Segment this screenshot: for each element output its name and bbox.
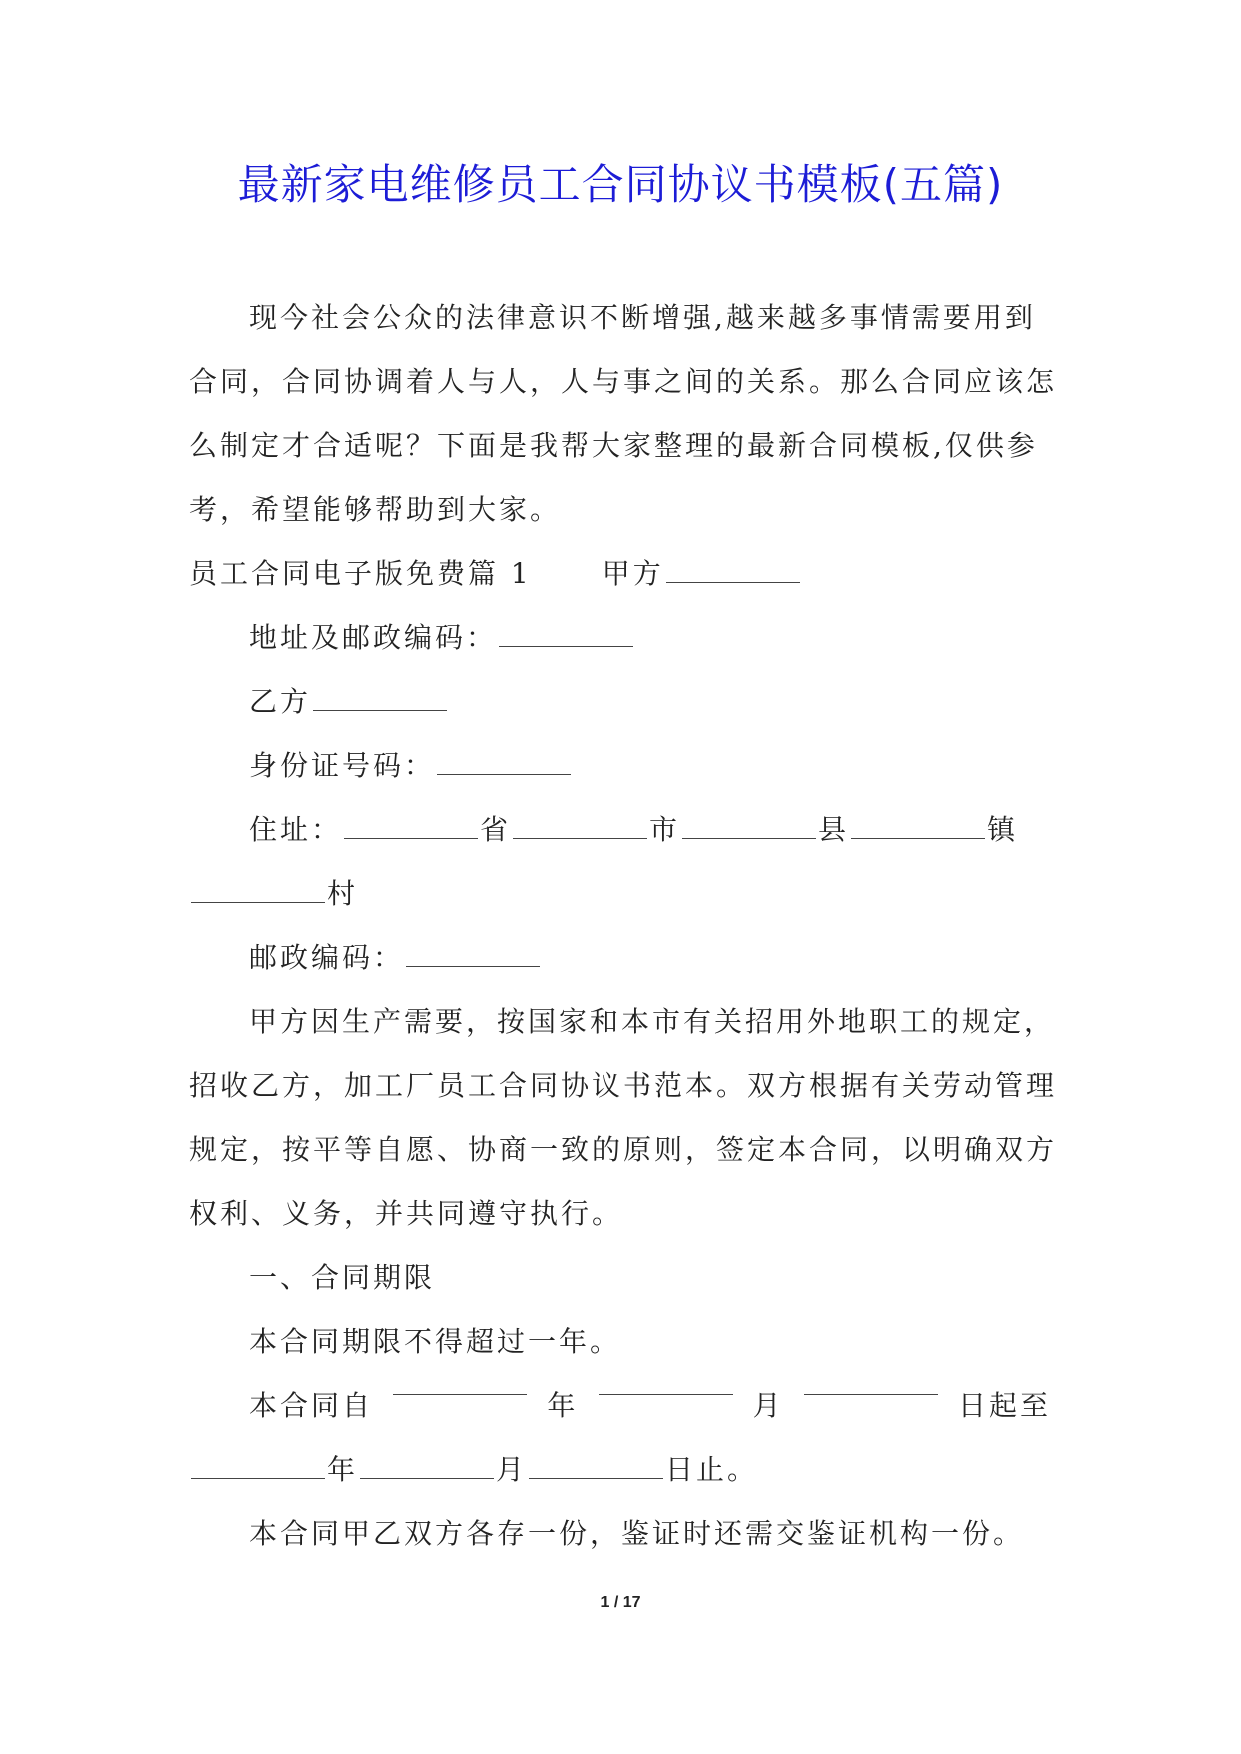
- intro-line: 现今社会公众的法律意识不断增强,越来越多事情需要用到: [249, 301, 1036, 334]
- party-b-label: 乙方: [249, 685, 312, 718]
- city-label: 市: [649, 813, 681, 846]
- from-day-to-label: 日起至: [957, 1389, 1051, 1422]
- town-label: 镇: [987, 813, 1019, 846]
- clause-1-heading: 一、合同期限: [249, 1261, 436, 1294]
- to-day-end-label: 日止。: [665, 1453, 759, 1486]
- to-year-label: 年: [327, 1453, 359, 1486]
- to-year-blank: [191, 1458, 325, 1479]
- section-heading: 员工合同电子版免费篇 1: [189, 557, 532, 590]
- intro-line: 么制定才合适呢？下面是我帮大家整理的最新合同模板,仅供参: [189, 429, 1038, 462]
- county-label: 县: [818, 813, 850, 846]
- intro-line: 考，希望能够帮助到大家。: [189, 493, 562, 526]
- province-blank: [344, 818, 478, 839]
- section-heading-line: [189, 542, 1051, 606]
- party-b-blank: [313, 690, 447, 711]
- county-blank: [682, 818, 816, 839]
- id-number-blank: [437, 754, 571, 775]
- from-month-label: 月: [752, 1389, 784, 1422]
- village-blank: [191, 882, 325, 903]
- term-from-line: [189, 1374, 1051, 1438]
- party-a-label: 甲方: [601, 557, 664, 590]
- page-indicator: 1 / 17: [600, 1594, 641, 1611]
- party-b-line: [189, 670, 1051, 734]
- to-day-blank: [529, 1458, 663, 1479]
- to-month-label: 月: [496, 1453, 528, 1486]
- term-from-prefix: 本合同自: [249, 1389, 374, 1422]
- village-label: 村: [327, 877, 359, 910]
- to-month-blank: [360, 1458, 494, 1479]
- from-day-blank: [804, 1374, 938, 1395]
- from-year-label: 年: [547, 1389, 579, 1422]
- document-title: 最新家电维修员工合同协议书模板(五篇): [237, 160, 1004, 209]
- purpose-line: 权利、义务，并共同遵守执行。: [189, 1197, 624, 1230]
- copies-text: 本合同甲乙双方各存一份，鉴证时还需交鉴证机构一份。: [249, 1517, 1025, 1550]
- term-to-line: [189, 1438, 1051, 1502]
- zip-line: [189, 926, 1051, 990]
- village-line: [189, 862, 1051, 926]
- intro-line: 合同，合同协调着人与人，人与事之间的关系。那么合同应该怎: [189, 365, 1058, 398]
- party-a-blank: [666, 562, 800, 583]
- id-number-line: [189, 734, 1051, 798]
- zip-blank: [406, 946, 540, 967]
- from-month-blank: [599, 1374, 733, 1395]
- city-blank: [513, 818, 647, 839]
- address-zip-label: 地址及邮政编码：: [249, 621, 498, 654]
- residence-label: 住址：: [249, 813, 343, 846]
- address-zip-blank: [499, 626, 633, 647]
- purpose-line: 规定，按平等自愿、协商一致的原则，签定本合同，以明确双方: [189, 1133, 1058, 1166]
- town-blank: [851, 818, 985, 839]
- residence-line: [189, 798, 1051, 862]
- province-label: 省: [480, 813, 512, 846]
- document-body: [189, 286, 1058, 1566]
- address-zip-line: [189, 606, 1051, 670]
- from-year-blank: [393, 1374, 527, 1395]
- purpose-line: 招收乙方，加工厂员工合同协议书范本。双方根据有关劳动管理: [189, 1069, 1058, 1102]
- purpose-line: 甲方因生产需要，按国家和本市有关招用外地职工的规定，: [249, 1005, 1056, 1038]
- clause-1-limit: 本合同期限不得超过一年。: [249, 1325, 622, 1358]
- id-number-label: 身份证号码：: [249, 749, 436, 782]
- zip-label: 邮政编码：: [249, 941, 405, 974]
